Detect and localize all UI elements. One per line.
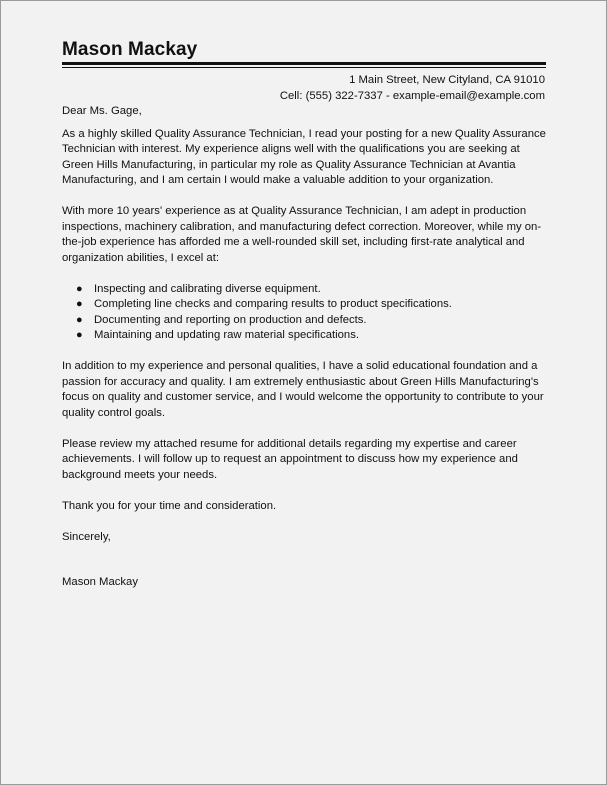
contact-block	[280, 72, 545, 104]
bullet-icon: ●	[76, 313, 83, 326]
paragraph-experience: With more 10 years' experience as at Quality Assurance Technician, I am adept in production inspections, machinery calibration, and manufacturing defect correction. Moreover, while my on-the-job experience has afforded me a well-rounded skill set, including first-rate analytical and organization abilities, I excel at:	[62, 205, 542, 264]
bullet-icon: ●	[76, 298, 83, 310]
sender-name-heading: Mason Mackay	[62, 39, 198, 60]
bullet-icon: ●	[76, 329, 83, 341]
header-rule-thick	[62, 62, 546, 65]
header-rule-thin	[62, 67, 546, 68]
sender-address: 1 Main Street, New Cityland, CA 91010	[349, 74, 545, 86]
list-item	[76, 328, 552, 344]
list-item-text: Maintaining and updating raw material specifications.	[94, 329, 359, 341]
paragraph-follow-up: Please review my attached resume for additional details regarding my expertise and career achievements. I will follow up to request an appointment to discuss how my experience and background meets your needs.	[62, 437, 518, 481]
list-item-text: Documenting and reporting on production and defects.	[94, 313, 367, 326]
signature-name: Mason Mackay	[62, 576, 138, 588]
list-item	[76, 282, 552, 298]
salutation: Dear Ms. Gage,	[62, 105, 142, 117]
thank-you-line: Thank you for your time and consideration.	[62, 499, 277, 512]
letter-body	[62, 104, 552, 606]
list-item-text: Inspecting and calibrating diverse equipment.	[94, 282, 321, 295]
list-item-text: Completing line checks and comparing results to product specifications.	[94, 298, 452, 310]
bullet-icon: ●	[76, 282, 83, 295]
closing: Sincerely,	[62, 530, 111, 543]
list-item	[76, 313, 552, 329]
sender-contact-line: Cell: (555) 322-7337 - example-email@example.com	[279, 90, 545, 102]
list-item	[76, 297, 552, 313]
signature-space	[62, 545, 552, 562]
paragraph-education: In addition to my experience and personal qualities, I have a solid educational foundation and a passion for accuracy and quality. I am extremely enthusiastic about Green Hills Manufacturing's focus on quality and customer service, and I would welcome the opportunity to contribute to your quality control goals.	[62, 360, 544, 419]
skills-list	[62, 282, 552, 344]
paragraph-intro: As a highly skilled Quality Assurance Technician, I read your posting for a new Quality Assurance Technician with interest. My experience aligns well with the qualifications you are seeking at Green Hills Manufacturing, in particular my role as Quality Assurance Technician at Avantia Manufacturing, and I am certain I would make a valuable addition to your organization.	[62, 127, 546, 186]
